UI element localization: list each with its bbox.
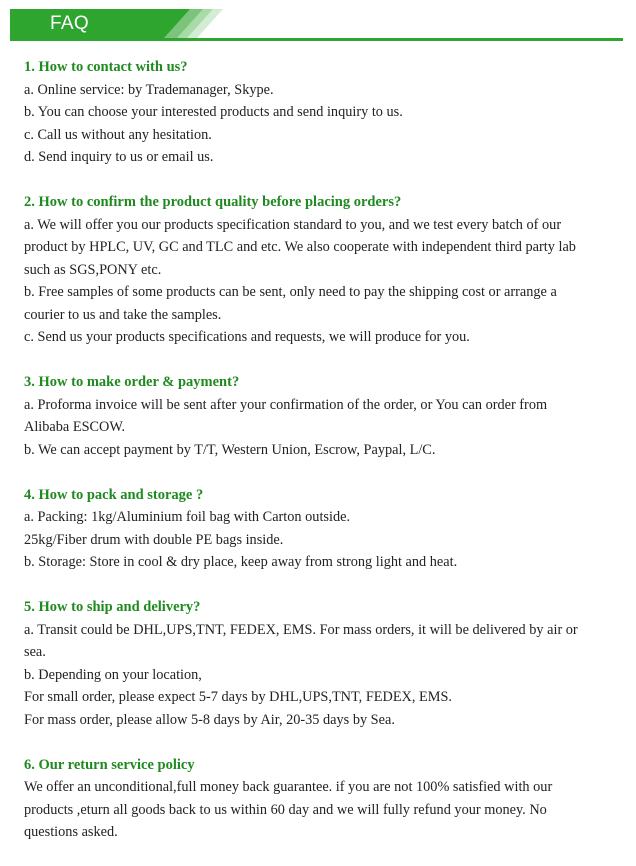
faq-answer-line: Alibaba ESCOW. [24, 419, 126, 435]
faq-answer-line: sea. [24, 644, 46, 660]
faq-answer-line: b. We can accept payment by T/T, Western Union, Escrow, Paypal, L/C. [24, 441, 436, 458]
faq-header-banner [10, 9, 623, 42]
faq-section [24, 191, 624, 349]
faq-answer-line: products ,eturn all goods back to us within 60 day and we will fully refund your money. No [24, 801, 547, 818]
faq-answer-line: product by HPLC, UV, GC and TLC and etc. We also cooperate with independent third party lab [24, 239, 576, 255]
faq-question: 4. How to pack and storage ? [24, 486, 204, 503]
faq-answer-line: a. Proforma invoice will be sent after your confirmation of the order, or You can order from [24, 396, 548, 413]
faq-answer-line: a. Online service: by Trademanager, Skype. [24, 81, 274, 98]
faq-question: 6. Our return service policy [24, 756, 195, 773]
faq-answer-line: a. Packing: 1kg/Aluminium foil bag with Carton outside. [24, 509, 351, 525]
faq-answer-line: b. Storage: Store in cool & dry place, keep away from strong light and heat. [24, 554, 458, 570]
banner-underline [10, 38, 623, 41]
faq-answer-line: For mass order, please allow 5-8 days by Air, 20-35 days by Sea. [24, 711, 395, 728]
faq-answer-line: We offer an unconditional,full money back guarantee. if you are not 100% satisfied with our [24, 779, 553, 795]
faq-question: 1. How to contact with us? [24, 59, 188, 75]
faq-question: 3. How to make order & payment? [24, 374, 240, 390]
faq-answer-line: b. Depending on your location, [24, 666, 202, 683]
faq-answer-line: b. You can choose your interested products and send inquiry to us. [24, 104, 403, 120]
faq-section [24, 596, 624, 731]
faq-title: FAQ [50, 13, 89, 34]
faq-answer-line: d. Send inquiry to us or email us. [24, 149, 214, 165]
faq-answer-line: a. Transit could be DHL,UPS,TNT, FEDEX, EMS. For mass orders, it will be delivered by air or [24, 621, 578, 638]
faq-answer-line: courier to us and take the samples. [24, 306, 222, 323]
faq-section [24, 371, 624, 461]
faq-section [24, 56, 624, 169]
faq-answer-line: c. Send us your products specifications and requests, we will produce for you. [24, 329, 470, 345]
faq-content [24, 56, 624, 866]
faq-answer-line: questions asked. [24, 824, 118, 840]
faq-answer-line: a. We will offer you our products specification standard to you, and we test every batch of our [24, 216, 562, 233]
faq-section [24, 754, 624, 844]
faq-question: 2. How to confirm the product quality before placing orders? [24, 194, 402, 210]
faq-answer-line: For small order, please expect 5-7 days by DHL,UPS,TNT, FEDEX, EMS. [24, 689, 453, 705]
faq-answer-line: 25kg/Fiber drum with double PE bags inside. [24, 531, 284, 548]
faq-answer-line: b. Free samples of some products can be sent, only need to pay the shipping cost or arrange a [24, 284, 557, 300]
faq-answer-line: c. Call us without any hesitation. [24, 126, 212, 143]
faq-banner-graphic [10, 9, 623, 42]
faq-answer-line: such as SGS,PONY etc. [24, 261, 162, 278]
faq-section [24, 484, 624, 574]
faq-question: 5. How to ship and delivery? [24, 599, 201, 615]
